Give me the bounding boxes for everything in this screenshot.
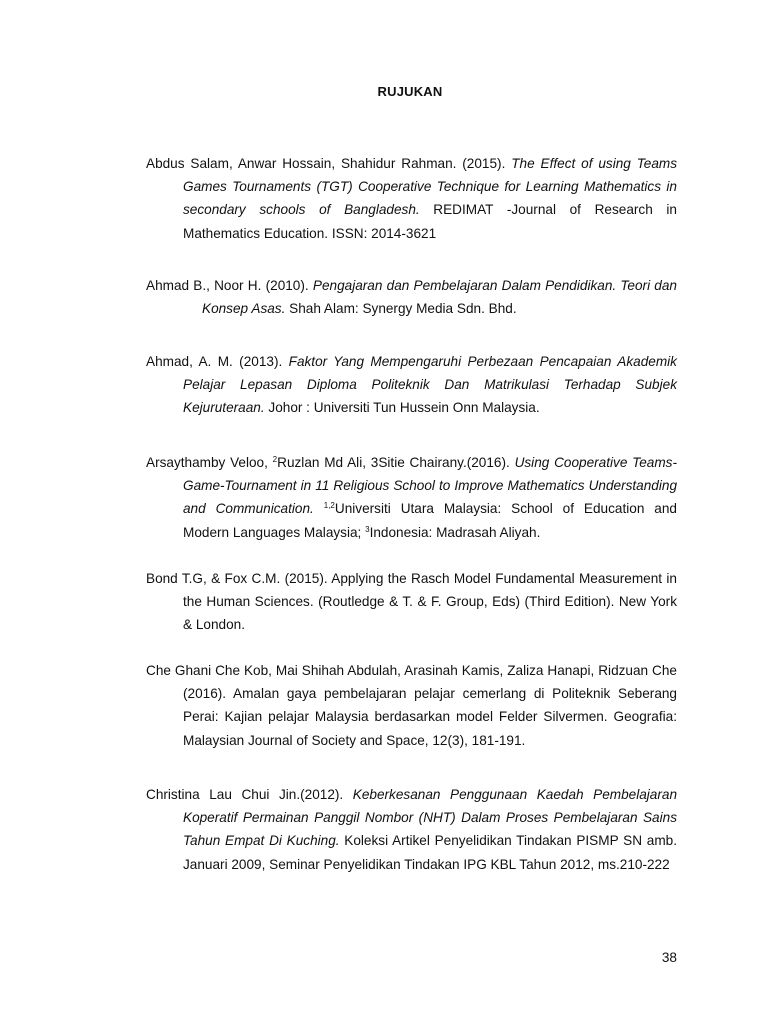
reference-entry (146, 659, 677, 752)
reference-text: Indonesia: Madrasah Aliyah. (369, 524, 541, 540)
reference-title: Keberkesanan Penggunaan Kaedah Pembelajaran Koperatif Permainan Panggil Nombor (NHT) Dalam Proses Pembelajaran Sains Tahun Empat Di Kuching. (183, 787, 678, 849)
reference-title: Pengajaran dan Pembelajaran Dalam Pendidikan. Teori dan Konsep Asas. (202, 278, 677, 317)
reference-superscript: 1,2 (323, 501, 335, 511)
reference-entry (146, 451, 677, 544)
reference-title: Faktor Yang Mempengaruhi Perbezaan Pencapaian Akademik Pelajar Lepasan Diploma Politeknik Dan Matrikulasi Terhadap Subjek Kejuruteraan. (183, 354, 677, 416)
reference-text: Johor : Universiti Tun Hussein Onn Malaysia. (264, 400, 540, 416)
reference-entry (146, 152, 677, 245)
reference-text: Ruzlan Md Ali, 3Sitie Chairany.(2016). (277, 455, 515, 470)
reference-text: Abdus Salam, Anwar Hossain, Shahidur Rahman. (2015). (146, 156, 512, 171)
reference-text: Christina Lau Chui Jin.(2012). (146, 787, 353, 802)
reference-text: Arsaythamby Veloo, (146, 455, 273, 470)
reference-entry (146, 567, 677, 637)
reference-entry (146, 783, 677, 876)
reference-title: The Effect of using Teams Games Tournaments (TGT) Cooperative Technique for Learning Mathematics in secondary schools of Bangladesh. (183, 156, 678, 218)
reference-text: REDIMAT -Journal of Research in Mathematics Education. ISSN: 2014-3621 (183, 202, 677, 241)
reference-entry (146, 350, 677, 420)
reference-text: Shah Alam: Synergy Media Sdn. Bhd. (285, 301, 517, 317)
reference-entry (146, 274, 677, 320)
reference-text: Universiti Utara Malaysia: School of Education and Modern Languages Malaysia; (183, 501, 677, 540)
reference-superscript: 3 (365, 524, 370, 534)
reference-title: Using Cooperative Teams-Game-Tournament in 11 Religious School to Improve Mathematics Understanding and Communication. (183, 455, 677, 517)
reference-text: Bond T.G, & Fox C.M. (2015). Applying the Rasch Model Fundamental Measurement in the Human Sciences. (Routledge & T. & F. Group, Eds) (Third Edition). New York & London. (146, 571, 677, 633)
page-title: RUJUKAN (377, 84, 443, 99)
reference-text: Ahmad, A. M. (2013). (146, 354, 289, 369)
reference-superscript: 2 (272, 455, 278, 464)
reference-text (314, 501, 324, 516)
reference-text: Koleksi Artikel Penyelidikan Tindakan PISMP SN amb. Januari 2009, Seminar Penyelidikan Tindakan IPG KBL Tahun 2012, ms.210-222 (183, 833, 677, 872)
reference-text: Ahmad B., Noor H. (2010). (146, 278, 313, 293)
page-number: 38 (661, 950, 677, 965)
reference-text: Che Ghani Che Kob, Mai Shihah Abdulah, Arasinah Kamis, Zaliza Hanapi, Ridzuan Che (2016). Amalan gaya pembelajaran pelajar cemerlang di Politeknik Seberang Perai: Kajian pelajar Malaysia berdasarkan model Felder Silvermen. Geografia: Malaysian Journal of Society and Space, 12(3), 181-191. (146, 663, 677, 748)
